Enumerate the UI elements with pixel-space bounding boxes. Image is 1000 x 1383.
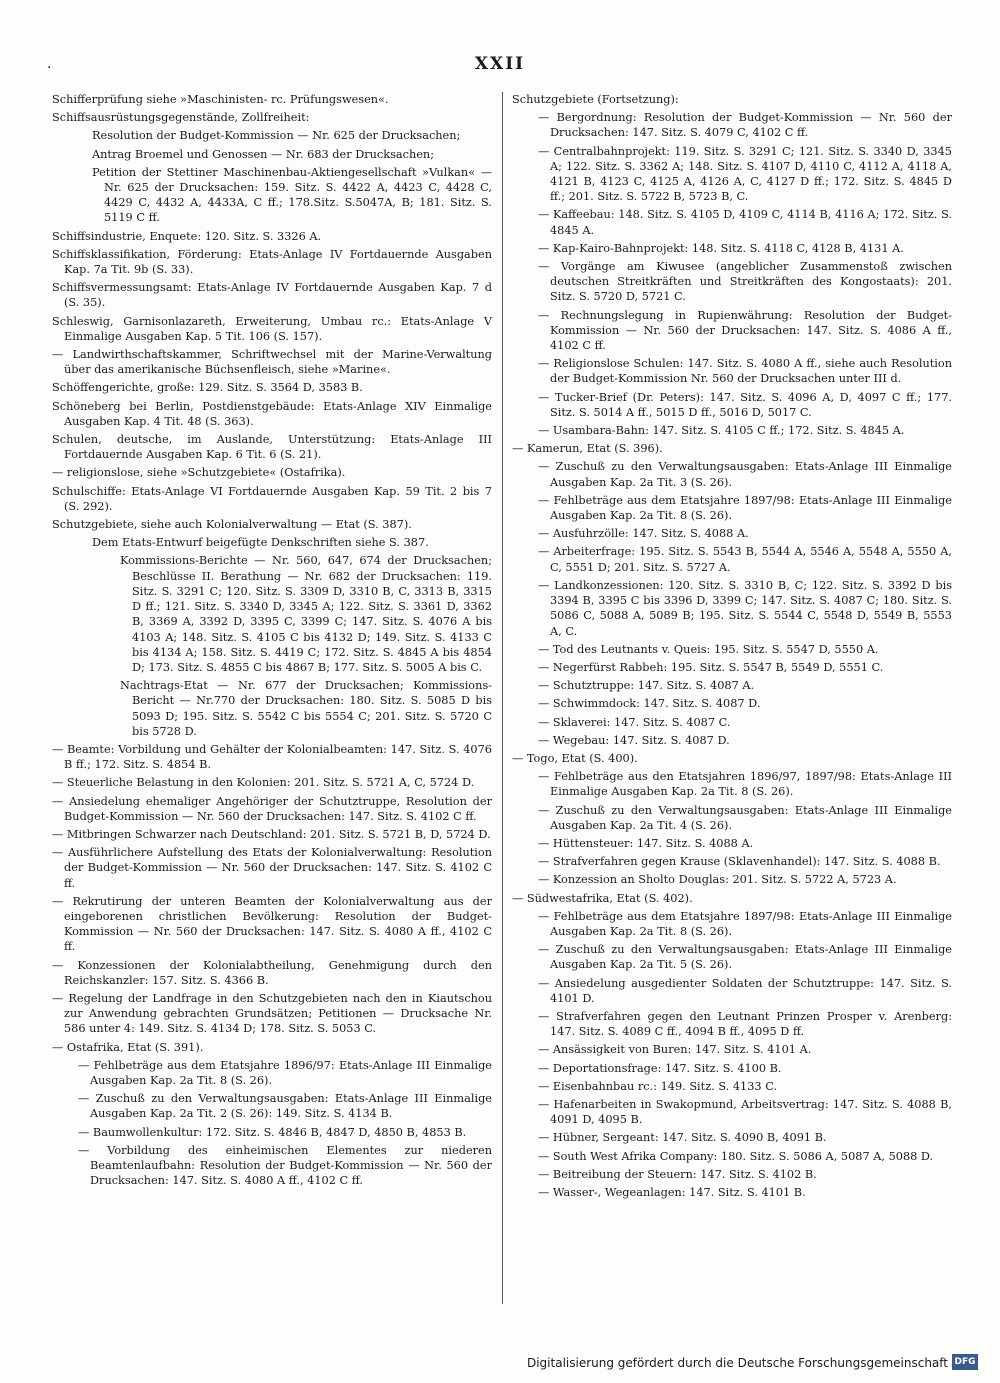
index-entry: — Arbeiterfrage: 195. Sitz. S. 5543 B, 5544 A, 5546 A, 5548 A, 5550 A, C, 5551 D; 201. Sitz. S. 5727 A. (538, 545, 952, 574)
index-entry: — Fehlbeträge aus dem Etatsjahre 1897/98: Etats-Anlage III Einmalige Ausgaben Kap. 2a Tit. 8 (S. 26). (538, 493, 952, 523)
index-entry: Schiffsklassifikation, Förderung: Etats-Anlage IV Fortdauernde Ausgaben Kap. 7a Tit. 9b (S. 33). (52, 247, 492, 277)
index-entry: — Landkonzessionen: 120. Sitz. S. 3310 B, C; 122. Sitz. S. 3392 D bis 3394 B, 3395 C bis 3396 D, 3399 C; 147. Sitz. S. 4087 C; 180. Sitz. S. 5086 C, 5088 A, 5089 B; 195. Sitz. S. 5544 C, 5548 D, 5549 B, 5553 A, C. (538, 578, 952, 638)
index-entry: Schutzgebiete, siehe auch Kolonialverwaltung — Etat (S. 387). (52, 518, 412, 532)
index-entry: — Bergordnung: Resolution der Budget-Kommission — Nr. 560 der Drucksachen: 147. Sitz. S. 4079 C, 4102 C ff. (538, 111, 952, 140)
index-entry: — Wegebau: 147. Sitz. S. 4087 D. (538, 733, 730, 747)
index-entry: — Deportationsfrage: 147. Sitz. S. 4100 B. (538, 1061, 782, 1075)
index-entry: — Beitreibung der Steuern: 147. Sitz. S. 4102 B. (538, 1167, 817, 1181)
dfg-logo: DFG (952, 1354, 978, 1370)
index-entry: — Rechnungslegung in Rupienwährung: Resolution der Budget-Kommission — Nr. 560 der Drucksachen: 147. Sitz. S. 4086 A ff., 4102 C ff. (538, 308, 952, 353)
index-entry: — Kaffeebau: 148. Sitz. S. 4105 D, 4109 C, 4114 B, 4116 A; 172. Sitz. S. 4845 A. (538, 208, 952, 237)
index-entry: Dem Etats-Entwurf beigefügte Denkschriften siehe S. 387. (92, 536, 429, 550)
index-entry: — Mitbringen Schwarzer nach Deutschland: 201. Sitz. S. 5721 B, D, 5724 D. (52, 827, 491, 841)
index-entry: — Ausfuhrzölle: 147. Sitz. S. 4088 A. (538, 527, 749, 541)
index-entry: Schiffsausrüstungsgegenstände, Zollfreiheit: (52, 111, 310, 125)
index-entry: — Zuschuß zu den Verwaltungsausgaben: Etats-Anlage III Einmalige Ausgaben Kap. 2a Tit. 3 (S. 26). (538, 460, 952, 489)
index-entry: — Steuerliche Belastung in den Kolonien: 201. Sitz. S. 5721 A, C, 5724 D. (52, 776, 475, 790)
index-entry: — Schutztruppe: 147. Sitz. S. 4087 A. (538, 679, 755, 693)
right-column (512, 92, 952, 1203)
index-entry: — Usambara-Bahn: 147. Sitz. S. 4105 C ff.; 172. Sitz. S. 4845 A. (538, 424, 905, 438)
index-entry: Schifferprüfung siehe »Maschinisten- rc. Prüfungswesen«. (52, 93, 389, 106)
index-entry: Schutzgebiete (Fortsetzung): (512, 93, 679, 106)
index-entry: — Sklaverei: 147. Sitz. S. 4087 C. (538, 715, 731, 729)
index-entry: — Ansiedelung ausgedienter Soldaten der Schutztruppe: 147. Sitz. S. 4101 D. (538, 976, 952, 1005)
index-entry: — Kap-Kairo-Bahnprojekt: 148. Sitz. S. 4118 C, 4128 B, 4131 A. (538, 241, 904, 255)
index-entry: Resolution der Budget-Kommission — Nr. 625 der Drucksachen; (92, 129, 461, 143)
index-entry: — Eisenbahnbau rc.: 149. Sitz. S. 4133 C. (538, 1079, 778, 1093)
index-entry: Schöffengerichte, große: 129. Sitz. S. 3564 D, 3583 B. (52, 381, 363, 395)
index-entry: — Zuschuß zu den Verwaltungsausgaben: Etats-Anlage III Einmalige Ausgaben Kap. 2a Tit. 5 (S. 26). (538, 943, 952, 972)
index-entry: — Hübner, Sergeant: 147. Sitz. S. 4090 B, 4091 B. (538, 1131, 827, 1145)
index-entry: — Beamte: Vorbildung und Gehälter der Kolonialbeamten: 147. Sitz. S. 4076 B ff.; 172. Sitz. S. 4854 B. (52, 742, 492, 772)
index-entry: — Hafenarbeiten in Swakopmund, Arbeitsvertrag: 147. Sitz. S. 4088 B, 4091 D, 4095 B. (538, 1097, 952, 1127)
index-entry: — Ansiedelung ehemaliger Angehöriger der Schutztruppe, Resolution der Budget-Kommission — Nr. 560 der Drucksachen: 147. Sitz. S. 4102 C ff. (52, 794, 492, 823)
index-entry: — Zuschuß zu den Verwaltungsausgaben: Etats-Anlage III Einmalige Ausgaben Kap. 2a Tit. 4 (S. 26). (538, 803, 952, 832)
index-entry: — Ausführlichere Aufstellung des Etats der Kolonialverwaltung: Resolution der Budget-Kommission — Nr. 560 der Drucksachen: 147. Sitz. S. 4102 C ff. (52, 846, 492, 890)
index-entry: — Religionslose Schulen: 147. Sitz. S. 4080 A ff., siehe auch Resolution der Budget-Kommission Nr. 560 der Drucksachen unter III d. (538, 357, 952, 386)
index-entry: — Tucker-Brief (Dr. Peters): 147. Sitz. S. 4096 A, D, 4097 C ff.; 177. Sitz. S. 5014 A ff., 5015 D ff., 5016 D, 5017 C. (538, 390, 952, 419)
index-entry: — South West Afrika Company: 180. Sitz. S. 5086 A, 5087 A, 5088 D. (538, 1149, 934, 1163)
left-column (52, 92, 492, 1191)
index-entry: Petition der Stettiner Maschinenbau-Aktiengesellschaft »Vulkan« — Nr. 625 der Drucksachen: 159. Sitz. S. 4422 A, 4423 C, 4428 C, 4429 C, 4432 A, 4433A, C ff.; 178.Sitz. S.5047A, B; 181. Sitz. S. 5119 C ff. (92, 165, 492, 225)
index-entry: — Vorgänge am Kiwusee (angeblicher Zusammenstoß zwischen deutschen Streitkräften und Streitkräften des Kongostaats): 201. Sitz. S. 5720 D, 5721 C. (538, 260, 952, 304)
index-entry: — Konzessionen der Kolonialabtheilung, Genehmigung durch den Reichskanzler: 157. Sitz. S. 4366 B. (52, 958, 492, 987)
index-entry: Kommissions-Berichte — Nr. 560, 647, 674 der Drucksachen; Beschlüsse II. Berathung — Nr. 682 der Drucksachen: 119. Sitz. S. 3291 C; 120. Sitz. S. 3309 D, 3310 B, C, 3313 B, 3315 D ff.; 121. Sitz. S. 3340 D, 3345 A; 122. Sitz. S. 3361 D, 3362 B, 3369 A, 3392 D, 3395 C, 3399 C; 147. Sitz. S. 4076 A bis 4103 A; 148. Sitz. S. 4105 C bis 4132 D; 149. Sitz. S. 4133 C bis 4134 A; 158. Sitz. S. 4419 C; 172. Sitz. S. 4845 A bis 4854 D; 173. Sitz. S. 4855 C bis 4867 B; 177. Sitz. S. 5005 A bis C. (120, 554, 492, 674)
funding-note: Digitalisierung gefördert durch die Deutsche Forschungsgemeinschaft (526, 1356, 948, 1370)
index-entry: Schöneberg bei Berlin, Postdienstgebäude: Etats-Anlage XIV Einmalige Ausgaben Kap. 4 Tit. 48 (S. 363). (52, 399, 492, 428)
index-entry: — Negerfürst Rabbeh: 195. Sitz. S. 5547 B, 5549 D, 5551 C. (538, 660, 884, 674)
index-entry: — Südwestafrika, Etat (S. 402). (512, 891, 693, 905)
index-entry: — religionslose, siehe »Schutzgebiete« (Ostafrika). (52, 466, 346, 480)
index-entry: Schiffsindustrie, Enquete: 120. Sitz. S. 3326 A. (52, 229, 322, 243)
index-entry: — Togo, Etat (S. 400). (512, 751, 638, 765)
index-entry: — Strafverfahren gegen Krause (Sklavenhandel): 147. Sitz. S. 4088 B. (538, 855, 941, 869)
index-entry: — Wasser-, Wegeanlagen: 147. Sitz. S. 4101 B. (538, 1186, 806, 1199)
index-entry: — Vorbildung des einheimischen Elementes zur niederen Beamtenlaufbahn: Resolution der Budget-Kommission — Nr. 560 der Drucksachen: 147. Sitz. S. 4080 A ff., 4102 C ff. (78, 1143, 492, 1188)
index-entry: Schulschiffe: Etats-Anlage VI Fortdauernde Ausgaben Kap. 59 Tit. 2 bis 7 (S. 292). (52, 484, 492, 513)
index-entry: — Landwirthschaftskammer, Schriftwechsel mit der Marine-Verwaltung über das amerikanische Büchsenfleisch, siehe »Marine«. (52, 348, 492, 377)
index-entry: — Fehlbeträge aus den Etatsjahren 1896/97, 1897/98: Etats-Anlage III Einmalige Ausgaben Kap. 2a Tit. 8 (S. 26). (538, 770, 952, 799)
index-entry: — Hüttensteuer: 147. Sitz. S. 4088 A. (538, 836, 754, 850)
index-entry: — Tod des Leutnants v. Queis: 195. Sitz. S. 5547 D, 5550 A. (538, 642, 879, 656)
index-entry: — Centralbahnprojekt: 119. Sitz. S. 3291 C; 121. Sitz. S. 3340 D, 3345 A; 122. Sitz. S. 3362 A; 148. Sitz. S. 4107 D, 4110 C, 4112 A, 4118 A, 4121 B, 4123 C, 4125 A, 4126 A, C, 4127 D ff.; 172. Sitz. S. 4845 D ff.; 201. Sitz. S. 5722 B, 5723 B, C. (538, 144, 952, 204)
index-entry: — Fehlbeträge aus dem Etatsjahre 1897/98: Etats-Anlage III Einmalige Ausgaben Kap. 2a Tit. 8 (S. 26). (538, 909, 952, 938)
index-entry: — Konzession an Sholto Douglas: 201. Sitz. S. 5722 A, 5723 A. (538, 873, 897, 887)
index-entry: — Strafverfahren gegen den Leutnant Prinzen Prosper v. Arenberg: 147. Sitz. S. 4089 C ff., 4094 B ff., 4095 D ff. (538, 1009, 952, 1039)
index-entry: — Rekrutirung der unteren Beamten der Kolonialverwaltung aus der eingeborenen christlichen Bevölkerung: Resolution der Budget-Kommission — Nr. 560 der Drucksachen: 147. Sitz. S. 4080 A ff., 4102 C ff. (52, 894, 492, 954)
index-entry: — Ansässigkeit von Buren: 147. Sitz. S. 4101 A. (538, 1043, 812, 1057)
index-entry: — Fehlbeträge aus dem Etatsjahre 1896/97: Etats-Anlage III Einmalige Ausgaben Kap. 2a Tit. 8 (S. 26). (78, 1058, 492, 1087)
page-number: XXII (474, 54, 526, 74)
column-divider (502, 92, 503, 1304)
index-entry: — Zuschuß zu den Verwaltungsausgaben: Etats-Anlage III Einmalige Ausgaben Kap. 2a Tit. 2 (S. 26): 149. Sitz. S. 4134 B. (78, 1092, 492, 1121)
index-entry: Schiffsvermessungsamt: Etats-Anlage IV Fortdauernde Ausgaben Kap. 7 d (S. 35). (52, 281, 492, 310)
index-entry: Schulen, deutsche, im Auslande, Unterstützung: Etats-Anlage III Fortdauernde Ausgaben Kap. 6 Tit. 6 (S. 21). (52, 433, 492, 462)
index-entry: — Ostafrika, Etat (S. 391). (52, 1040, 204, 1054)
index-entry: Antrag Broemel und Genossen — Nr. 683 der Drucksachen; (92, 147, 435, 161)
index-entry: — Regelung der Landfrage in den Schutzgebieten nach den in Kiautschou zur Anwendung gebrachten Grundsätzen; Petitionen — Drucksache Nr. 586 unter 4: 149. Sitz. S. 4134 D; 178. Sitz. S. 5053 C. (52, 991, 492, 1036)
index-entry: — Baumwollenkultur: 172. Sitz. S. 4846 B, 4847 D, 4850 B, 4853 B. (78, 1125, 467, 1139)
index-entry: — Schwimmdock: 147. Sitz. S. 4087 D. (538, 697, 761, 711)
margin-dot: · (47, 60, 52, 76)
index-entry: Schleswig, Garnisonlazareth, Erweiterung, Umbau rc.: Etats-Anlage V Einmalige Ausgaben Kap. 5 Tit. 106 (S. 157). (52, 314, 492, 343)
index-entry: — Kamerun, Etat (S. 396). (512, 442, 663, 456)
index-entry: Nachtrags-Etat — Nr. 677 der Drucksachen; Kommissions-Bericht — Nr.770 der Drucksachen: 180. Sitz. S. 5085 D bis 5093 D; 195. Sitz. S. 5542 C bis 5554 C; 201. Sitz. S. 5720 C bis 5728 D. (120, 679, 492, 738)
